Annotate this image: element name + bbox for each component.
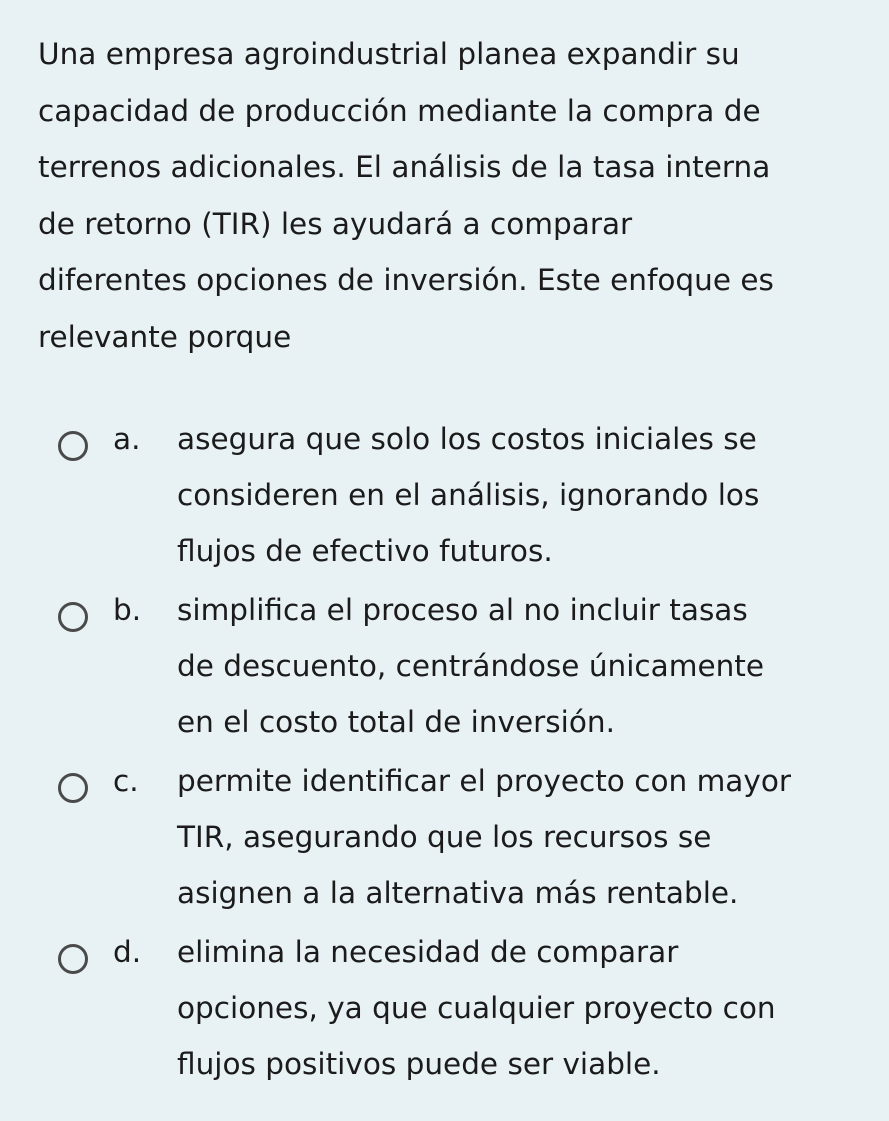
question-line: capacidad de producción mediante la compra de [38, 93, 761, 128]
option-line: flujos positivos puede ser viable. [177, 1047, 661, 1081]
option-line: de descuento, centrándose únicamente [177, 649, 765, 683]
radio-button-a[interactable] [58, 431, 88, 461]
question-text [38, 26, 858, 365]
option-letter-c: c. [113, 764, 139, 798]
option-line: asegura que solo los costos iniciales se [177, 422, 757, 456]
option-text-a [177, 411, 877, 579]
radio-button-c[interactable] [58, 773, 88, 803]
option-line: TIR, asegurando que los recursos se [177, 820, 712, 854]
option-text-b [177, 582, 877, 750]
option-text-d [177, 924, 877, 1092]
question-line: Una empresa agroindustrial planea expandir su [38, 37, 740, 71]
option-letter-a: a. [113, 422, 141, 456]
radio-button-d[interactable] [58, 944, 88, 974]
option-line: flujos de efectivo futuros. [177, 534, 553, 568]
option-line: en el costo total de inversión. [177, 705, 615, 739]
option-text-c [177, 753, 877, 921]
option-letter-d: d. [113, 935, 142, 969]
answer-option-d[interactable] [0, 924, 889, 1095]
option-line: permite identificar el proyecto con mayor [177, 764, 792, 798]
question-line: relevante porque [38, 319, 292, 354]
answer-option-c[interactable] [0, 753, 889, 924]
answer-options [0, 411, 889, 1095]
radio-button-b[interactable] [58, 602, 88, 632]
option-letter-b: b. [113, 593, 142, 627]
question-line: de retorno (TIR) les ayudará a comparar [38, 206, 633, 241]
option-line: elimina la necesidad de comparar [177, 935, 679, 969]
question-line: diferentes opciones de inversión. Este enfoque es [38, 263, 774, 297]
answer-option-b[interactable] [0, 582, 889, 753]
option-line: consideren en el análisis, ignorando los [177, 478, 760, 512]
answer-option-a[interactable] [0, 411, 889, 582]
option-line: asignen a la alternativa más rentable. [177, 876, 739, 910]
option-line: simplifica el proceso al no incluir tasas [177, 593, 748, 627]
question-line: terrenos adicionales. El análisis de la tasa interna [38, 150, 771, 184]
option-line: opciones, ya que cualquier proyecto con [177, 991, 776, 1025]
